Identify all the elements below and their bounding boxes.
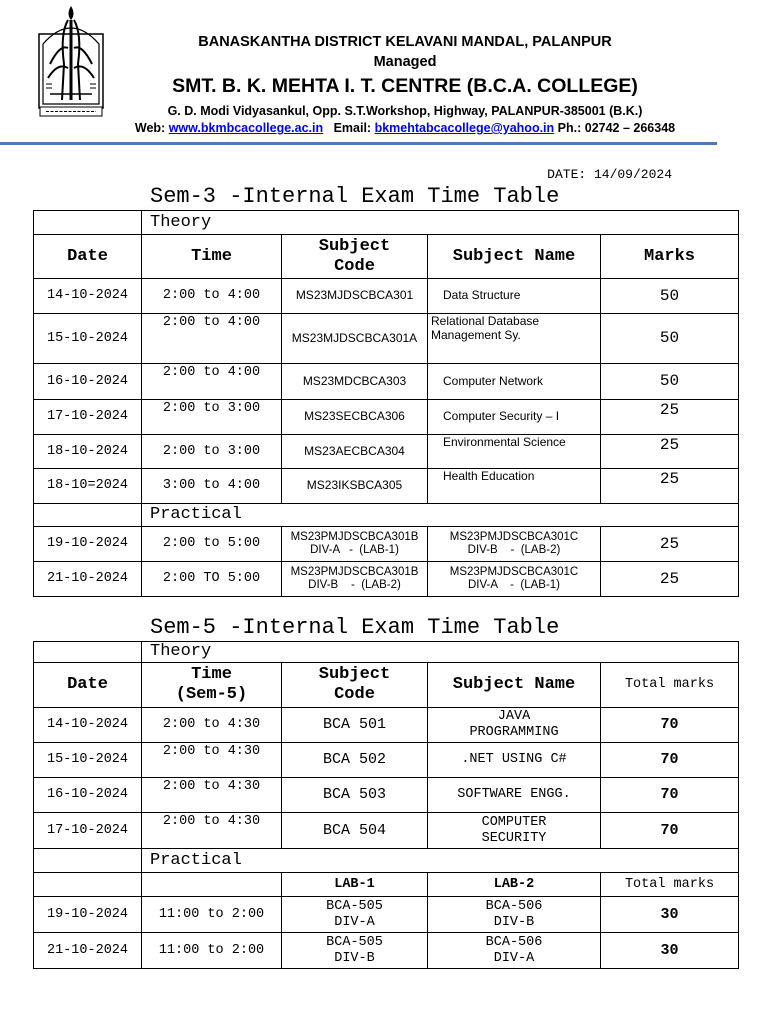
theory-label: Theory <box>142 642 739 663</box>
header-subject-name: Subject Name <box>428 663 601 708</box>
time-cell: 2:00 to 3:00 <box>142 400 282 435</box>
table-row <box>34 469 739 504</box>
date-cell: 18-10=2024 <box>34 469 142 504</box>
section-row <box>34 642 739 663</box>
practical-header-row <box>34 873 739 897</box>
code-cell: MS23MJDSCBCA301 <box>282 279 428 314</box>
section-row <box>34 849 739 873</box>
subject-line1: COMPUTER <box>481 814 547 830</box>
theory-label: Theory <box>142 211 739 235</box>
header-row <box>34 235 739 279</box>
date-cell: 17-10-2024 <box>34 400 142 435</box>
code-cell: MS23SECBCA306 <box>282 400 428 435</box>
date-cell: 21-10-2024 <box>34 933 142 969</box>
subject-line2: Management Sy. <box>431 327 521 342</box>
date-cell: 16-10-2024 <box>34 364 142 400</box>
code-cell: BCA 503 <box>282 778 428 813</box>
contact-line <box>110 121 700 135</box>
date-cell: 16-10-2024 <box>34 778 142 813</box>
time-cell: 2:00 to 4:30 <box>142 813 282 849</box>
date-cell: 15-10-2024 <box>34 743 142 778</box>
marks-cell: 25 <box>601 400 739 435</box>
header-divider <box>0 142 717 145</box>
header-marks: Marks <box>601 235 739 279</box>
time-cell: 2:00 to 4:00 <box>142 314 282 364</box>
sem3-title: Sem-3 -Internal Exam Time Table <box>150 184 560 209</box>
lab1-cell <box>282 933 428 969</box>
marks-cell: 50 <box>601 314 739 364</box>
time-cell: 11:00 to 2:00 <box>142 933 282 969</box>
lab-division: DIV-A <box>334 914 375 930</box>
marks-cell: 25 <box>601 469 739 504</box>
phone-number: 02742 – 266348 <box>584 121 676 135</box>
lab-code: MS23PMJDSCBCA301C <box>449 565 579 578</box>
marks-cell: 25 <box>601 435 739 469</box>
header-date: Date <box>34 663 142 708</box>
web-link[interactable]: www.bkmbcacollege.ac.in <box>168 121 324 135</box>
code-cell: MS23MJDSCBCA301A <box>282 314 428 364</box>
header-time: Time <box>142 235 282 279</box>
table-row <box>34 279 739 314</box>
header-subject-code <box>282 663 428 708</box>
header-date: Date <box>34 235 142 279</box>
marks-cell: 25 <box>601 527 739 562</box>
blank-cell <box>34 642 142 663</box>
lab-division: DIV-A <box>493 950 535 966</box>
header-lab1: LAB-1 <box>282 873 428 897</box>
header-lab2: LAB-2 <box>428 873 601 897</box>
lab1-cell <box>282 897 428 933</box>
subject-cell <box>428 708 601 743</box>
lab-code: BCA-506 <box>485 898 543 914</box>
marks-cell: 25 <box>601 562 739 597</box>
date-cell: 15-10-2024 <box>34 314 142 364</box>
subject-cell: .NET USING C# <box>428 743 601 778</box>
table-row <box>34 527 739 562</box>
table-row <box>34 778 739 813</box>
time-cell: 2:00 to 4:30 <box>142 778 282 813</box>
lab-code: BCA-505 <box>326 934 383 950</box>
date-cell: 14-10-2024 <box>34 279 142 314</box>
time-cell: 3:00 to 4:00 <box>142 469 282 504</box>
header-total-marks: Total marks <box>601 873 739 897</box>
code-cell: MS23MDCBCA303 <box>282 364 428 400</box>
date-cell: 19-10-2024 <box>34 897 142 933</box>
header-row <box>34 663 739 708</box>
subject-line2: SECURITY <box>481 830 547 846</box>
marks-cell: 30 <box>601 933 739 969</box>
time-cell: 2:00 to 4:00 <box>142 279 282 314</box>
table-row <box>34 708 739 743</box>
blank-cell <box>34 504 142 527</box>
marks-cell: 50 <box>601 364 739 400</box>
marks-cell: 70 <box>601 813 739 849</box>
table-row <box>34 743 739 778</box>
lab-a-cell <box>282 527 428 562</box>
blank-cell <box>34 211 142 235</box>
table-row <box>34 435 739 469</box>
header-subject-name: Subject Name <box>428 235 601 279</box>
blank-cell <box>34 873 142 897</box>
time-cell: 2:00 to 5:00 <box>142 527 282 562</box>
lab2-cell <box>428 897 601 933</box>
subject-cell: Environmental Science <box>428 435 601 469</box>
email-label: Email: <box>333 121 372 135</box>
lab-division: DIV-A - (LAB-1) <box>467 579 561 591</box>
lab-division: DIV-B <box>493 914 535 930</box>
marks-cell: 50 <box>601 279 739 314</box>
sem5-title: Sem-5 -Internal Exam Time Table <box>150 615 560 640</box>
section-row <box>34 504 739 527</box>
sem3-timetable <box>33 210 739 597</box>
subject-cell: Data Structure <box>428 279 601 314</box>
college-address: G. D. Modi Vidyasankul, Opp. S.T.Workshop, Highway, PALANPUR-385001 (B.K.) <box>167 104 643 118</box>
lab-division: DIV-A - (LAB-1) <box>310 544 399 556</box>
code-cell: BCA 502 <box>282 743 428 778</box>
practical-label: Practical <box>142 504 739 527</box>
table-row <box>34 314 739 364</box>
marks-cell: 70 <box>601 708 739 743</box>
document-date: DATE: 14/09/2024 <box>547 167 672 182</box>
marks-cell: 70 <box>601 743 739 778</box>
header-time-line2: (Sem-5) <box>175 685 248 704</box>
subject-line1: JAVA <box>497 709 531 725</box>
time-cell: 2:00 TO 5:00 <box>142 562 282 597</box>
code-cell: MS23IKSBCA305 <box>282 469 428 504</box>
college-name: SMT. B. K. MEHTA I. T. CENTRE (B.C.A. COLLEGE) <box>172 75 638 97</box>
date-cell: 14-10-2024 <box>34 708 142 743</box>
time-cell: 11:00 to 2:00 <box>142 897 282 933</box>
college-logo <box>38 4 104 120</box>
lab-division: DIV-B <box>334 950 375 966</box>
date-cell: 19-10-2024 <box>34 527 142 562</box>
subject-cell: SOFTWARE ENGG. <box>428 778 601 813</box>
email-link[interactable]: bkmehtabcacollege@yahoo.in <box>374 121 555 135</box>
lab-code: MS23PMJDSCBCA301B <box>290 565 419 578</box>
lab2-cell <box>428 933 601 969</box>
table-row <box>34 364 739 400</box>
lab-b-cell <box>428 527 601 562</box>
phone-label: Ph.: <box>557 121 582 135</box>
subject-line1: Relational Database <box>431 314 540 328</box>
date-cell: 18-10-2024 <box>34 435 142 469</box>
blank-cell <box>34 849 142 873</box>
org-managed-label: Managed <box>373 54 437 70</box>
header-code-line1: Subject <box>318 665 391 685</box>
marks-cell: 70 <box>601 778 739 813</box>
code-cell: MS23AECBCA304 <box>282 435 428 469</box>
table-row <box>34 933 739 969</box>
time-cell: 2:00 to 4:30 <box>142 708 282 743</box>
time-cell: 2:00 to 4:00 <box>142 364 282 400</box>
subject-cell <box>428 813 601 849</box>
subject-line2: PROGRAMMING <box>469 725 559 740</box>
subject-cell: Computer Network <box>428 364 601 400</box>
section-row <box>34 211 739 235</box>
sem5-timetable <box>33 641 739 969</box>
practical-label: Practical <box>142 849 739 873</box>
subject-cell: Computer Security – I <box>428 400 601 435</box>
date-cell: 21-10-2024 <box>34 562 142 597</box>
table-row <box>34 400 739 435</box>
table-row <box>34 562 739 597</box>
lab-a-cell <box>282 562 428 597</box>
lab-division: DIV-B - (LAB-2) <box>308 579 401 591</box>
subject-cell: Health Education <box>428 469 601 504</box>
header-code-line1: Subject <box>318 236 391 256</box>
lab-code: MS23PMJDSCBCA301B <box>290 530 419 543</box>
subject-cell <box>428 314 601 364</box>
time-cell: 2:00 to 3:00 <box>142 435 282 469</box>
lab-code: MS23PMJDSCBCA301C <box>449 530 579 543</box>
header-time-line1: Time <box>191 665 232 685</box>
date-cell: 17-10-2024 <box>34 813 142 849</box>
lab-code: BCA-505 <box>326 898 383 914</box>
marks-cell: 30 <box>601 897 739 933</box>
lab-b-cell <box>428 562 601 597</box>
header-code-line2: Code <box>334 256 375 276</box>
org-name: BANASKANTHA DISTRICT KELAVANI MANDAL, PALANPUR <box>198 34 612 50</box>
table-row <box>34 813 739 849</box>
blank-cell <box>142 873 282 897</box>
header-subject-code <box>282 235 428 279</box>
lab-division: DIV-B - (LAB-2) <box>467 544 561 556</box>
code-cell: BCA 504 <box>282 813 428 849</box>
header-code-line2: Code <box>334 685 375 704</box>
header-total-marks: Total marks <box>601 663 739 708</box>
code-cell: BCA 501 <box>282 708 428 743</box>
lab-code: BCA-506 <box>485 934 543 950</box>
table-row <box>34 897 739 933</box>
web-label: Web: <box>134 121 166 135</box>
time-cell: 2:00 to 4:30 <box>142 743 282 778</box>
header-time <box>142 663 282 708</box>
